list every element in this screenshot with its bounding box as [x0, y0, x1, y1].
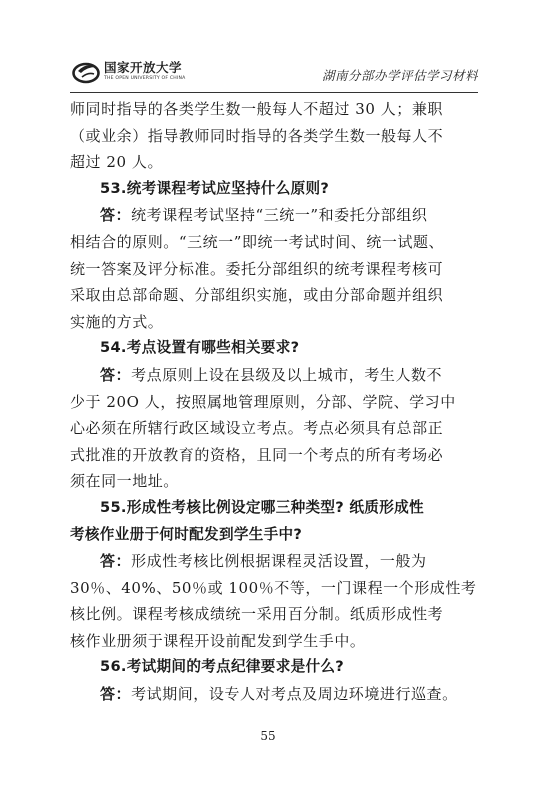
question-line [70, 522, 474, 549]
question-line [70, 495, 474, 522]
question-line [70, 176, 474, 203]
text-line [70, 415, 474, 442]
text-line [70, 282, 474, 309]
line-text: 考点原则上设在县级及以上城市，考生人数不 [131, 365, 443, 384]
line-text: 少于 20O 人，按照属地管理原则，分部、学院、学习中 [70, 392, 456, 411]
text-line [70, 548, 474, 575]
text-line [70, 681, 474, 708]
line-text: 54.考点设置有哪些相关要求? [100, 339, 300, 357]
running-head-title: 湖南分部办学评估学习材料 [321, 68, 478, 83]
text-line [70, 229, 474, 256]
text-line [70, 389, 474, 416]
page-body [70, 96, 477, 708]
logo-chinese-name: 国家开放大学 [104, 60, 183, 75]
line-text: 55.形成性考核比例设定哪三种类型? 纸质形成性 [100, 498, 424, 516]
text-line [70, 442, 474, 469]
university-logo [70, 56, 270, 90]
text-line [70, 468, 474, 495]
line-text: 考试期间，设专人对考点及周边环境进行巡查。 [131, 685, 458, 704]
answer-label: 答： [100, 685, 132, 704]
text-line [70, 256, 474, 283]
line-text: 统考课程考试坚持“三统一”和委托分部组织 [131, 206, 428, 225]
question-line [70, 654, 474, 681]
logo-english-name: THE OPEN UNIVERSITY OF CHINA [104, 76, 186, 81]
text-line [70, 362, 474, 389]
line-text: 师同时指导的各类学生数一般每人不超过 30 人；兼职 [70, 100, 443, 118]
text-line [70, 202, 474, 229]
text-line [70, 149, 474, 176]
text-line [70, 96, 474, 123]
answer-label: 答： [100, 552, 132, 571]
line-text: 实施的方式。 [70, 312, 164, 331]
text-line [70, 123, 474, 150]
line-text: 采取由总部命题、分部组织实施，或由分部命题并组织 [70, 286, 444, 305]
line-text: 须在同一地址。 [70, 472, 179, 491]
line-text: 考核作业册于何时配发到学生手中? [70, 525, 303, 543]
line-text: 30％、40%、50％或 100％不等，一门课程一个形成性考 [70, 578, 477, 597]
text-line [70, 628, 474, 655]
header-divider [70, 92, 478, 93]
page-header [70, 50, 478, 90]
answer-label: 答： [100, 365, 132, 384]
text-line [70, 575, 477, 602]
ouc-emblem-icon [72, 58, 100, 86]
line-text: 核作业册须于课程开设前配发到学生手中。 [70, 631, 366, 650]
line-text: 形成性考核比例根据课程灵活设置，一般为 [131, 552, 427, 571]
line-text: 56.考试期间的考点纪律要求是什么? [100, 658, 345, 676]
line-text: 心必须在所辖行政区域设立考点。考点必须具有总部正 [70, 419, 444, 438]
text-line [70, 601, 474, 628]
line-text: 式批准的开放教育的资格，且同一个考点的所有考场必 [70, 445, 444, 464]
line-text: 统一答案及评分标准。委托分部组织的统考课程考核可 [70, 259, 444, 278]
line-text: 53.统考课程考试应坚持什么原则? [100, 179, 330, 197]
page-number: 55 [260, 729, 276, 743]
text-line [70, 309, 474, 336]
question-line [70, 335, 474, 362]
line-text: 核比例。课程考核成绩统一采用百分制。纸质形成性考 [70, 605, 444, 624]
line-text: 超过 20 人。 [70, 153, 164, 172]
answer-label: 答： [100, 206, 132, 225]
line-text: （或业余）指导教师同时指导的各类学生数一般每人不 [70, 126, 444, 145]
line-text: 相结合的原则。“三统一”即统一考试时间、统一试题、 [70, 232, 445, 251]
